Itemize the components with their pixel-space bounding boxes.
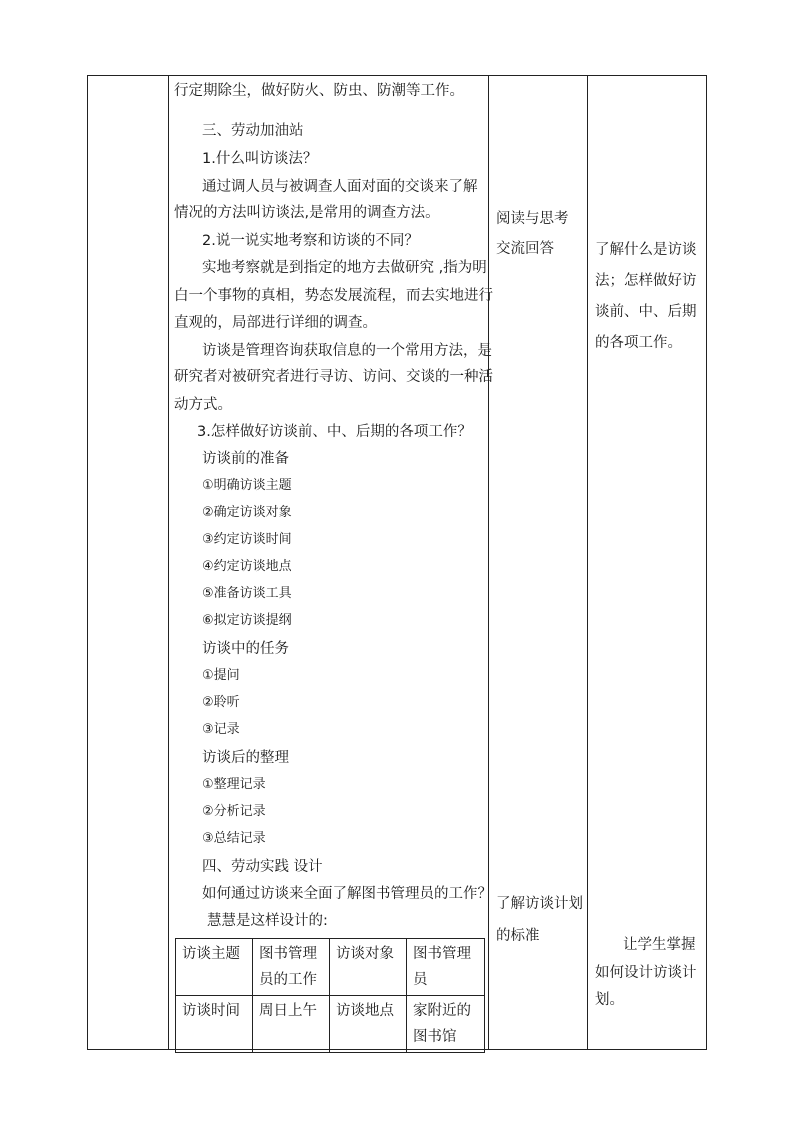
student-activity-text: 交流回答 [496, 241, 554, 257]
list-item: ④约定访谈地点 [202, 559, 292, 574]
column-divider [587, 76, 588, 1049]
cell-text: 访谈对象 [336, 946, 394, 962]
design-intent-text: 的各项工作。 [595, 335, 682, 351]
subsection-title: 访谈中的任务 [202, 641, 289, 657]
cell-text: 访谈主题 [182, 946, 240, 962]
table-cell [253, 996, 330, 1053]
cell-text: 图书管理 [413, 946, 471, 962]
design-intent-text: 法；怎样做好访 [595, 273, 697, 289]
cell-text: 家附近的 [413, 1003, 471, 1019]
text-line: 情况的方法叫访谈法,是常用的调查方法。 [174, 205, 440, 221]
list-item: ①整理记录 [202, 777, 266, 792]
cell-text: 图书管理 [259, 946, 317, 962]
table-row [176, 939, 485, 996]
subsection-title: 访谈后的整理 [202, 750, 289, 766]
list-item: ②聆听 [202, 695, 240, 710]
table-row [176, 996, 485, 1053]
list-item: ①明确访谈主题 [202, 478, 292, 493]
text-line: 慧慧是这样设计的: [207, 913, 328, 929]
list-item: ②分析记录 [202, 804, 266, 819]
table-cell [407, 996, 485, 1053]
design-intent-text: 了解什么是访谈 [595, 242, 697, 258]
list-item: ②确定访谈对象 [202, 505, 292, 520]
student-activity-text: 阅读与思考 [496, 211, 569, 227]
lesson-table [87, 75, 707, 1050]
list-item: ⑥拟定访谈提纲 [202, 613, 292, 628]
table-cell [407, 939, 485, 996]
table-cell [330, 996, 407, 1053]
text-line: 白一个事物的真相，势态发展流程，而去实地进行 [174, 288, 493, 304]
design-intent-text: 如何设计访谈计 [595, 965, 697, 981]
list-item: ⑤准备访谈工具 [202, 586, 292, 601]
question-2: 2.说一说实地考察和访谈的不同？ [202, 233, 419, 249]
list-item: ①提问 [202, 668, 240, 683]
section-heading: 四、劳动实践 设计 [202, 859, 323, 875]
section-heading: 三、劳动加油站 [202, 123, 304, 139]
column-divider [488, 76, 489, 1049]
table-cell [253, 939, 330, 996]
cell-text: 访谈时间 [182, 1003, 240, 1019]
subsection-title: 访谈前的准备 [202, 451, 289, 467]
text-line: 实地考察就是到指定的地方去做研究 ,指为明 [202, 260, 487, 276]
text-line: 通过调人员与被调查人面对面的交谈来了解 [202, 179, 478, 195]
text-line: 行定期除尘，做好防火、防虫、防潮等工作。 [174, 83, 464, 99]
student-activity-text: 了解访谈计划 [496, 896, 583, 912]
design-intent-text: 划。 [595, 992, 624, 1008]
teaching-content-cell [169, 76, 493, 1049]
list-item: ③约定访谈时间 [202, 532, 292, 547]
question-3: 3.怎样做好访谈前、中、后期的各项工作？ [197, 424, 472, 440]
interview-plan-table [175, 938, 485, 1053]
text-line: 动方式。 [174, 397, 232, 413]
text-line: 如何通过访谈来全面了解图书管理员的工作？ [202, 886, 492, 902]
text-line: 访谈是管理咨询获取信息的一个常用方法，是 [202, 343, 492, 359]
question-1: 1.什么叫访谈法？ [202, 151, 318, 167]
text-line: 研究者对被研究者进行寻访、访问、交谈的一种活 [174, 369, 493, 385]
design-intent-text: 谈前、中、后期 [595, 304, 697, 320]
table-cell [330, 939, 407, 996]
design-intent-text: 让学生掌握 [623, 937, 696, 953]
cell-text: 员 [413, 972, 428, 988]
list-item: ③记录 [202, 722, 240, 737]
table-cell [176, 996, 253, 1053]
cell-text: 周日上午 [259, 1003, 317, 1019]
cell-text: 员的工作 [259, 972, 317, 988]
cell-text: 图书馆 [413, 1029, 457, 1045]
list-item: ③总结记录 [202, 831, 266, 846]
cell-text: 访谈地点 [336, 1003, 394, 1019]
student-activity-text: 的标准 [496, 928, 540, 944]
table-cell [176, 939, 253, 996]
text-line: 直观的，局部进行详细的调查。 [174, 315, 377, 331]
